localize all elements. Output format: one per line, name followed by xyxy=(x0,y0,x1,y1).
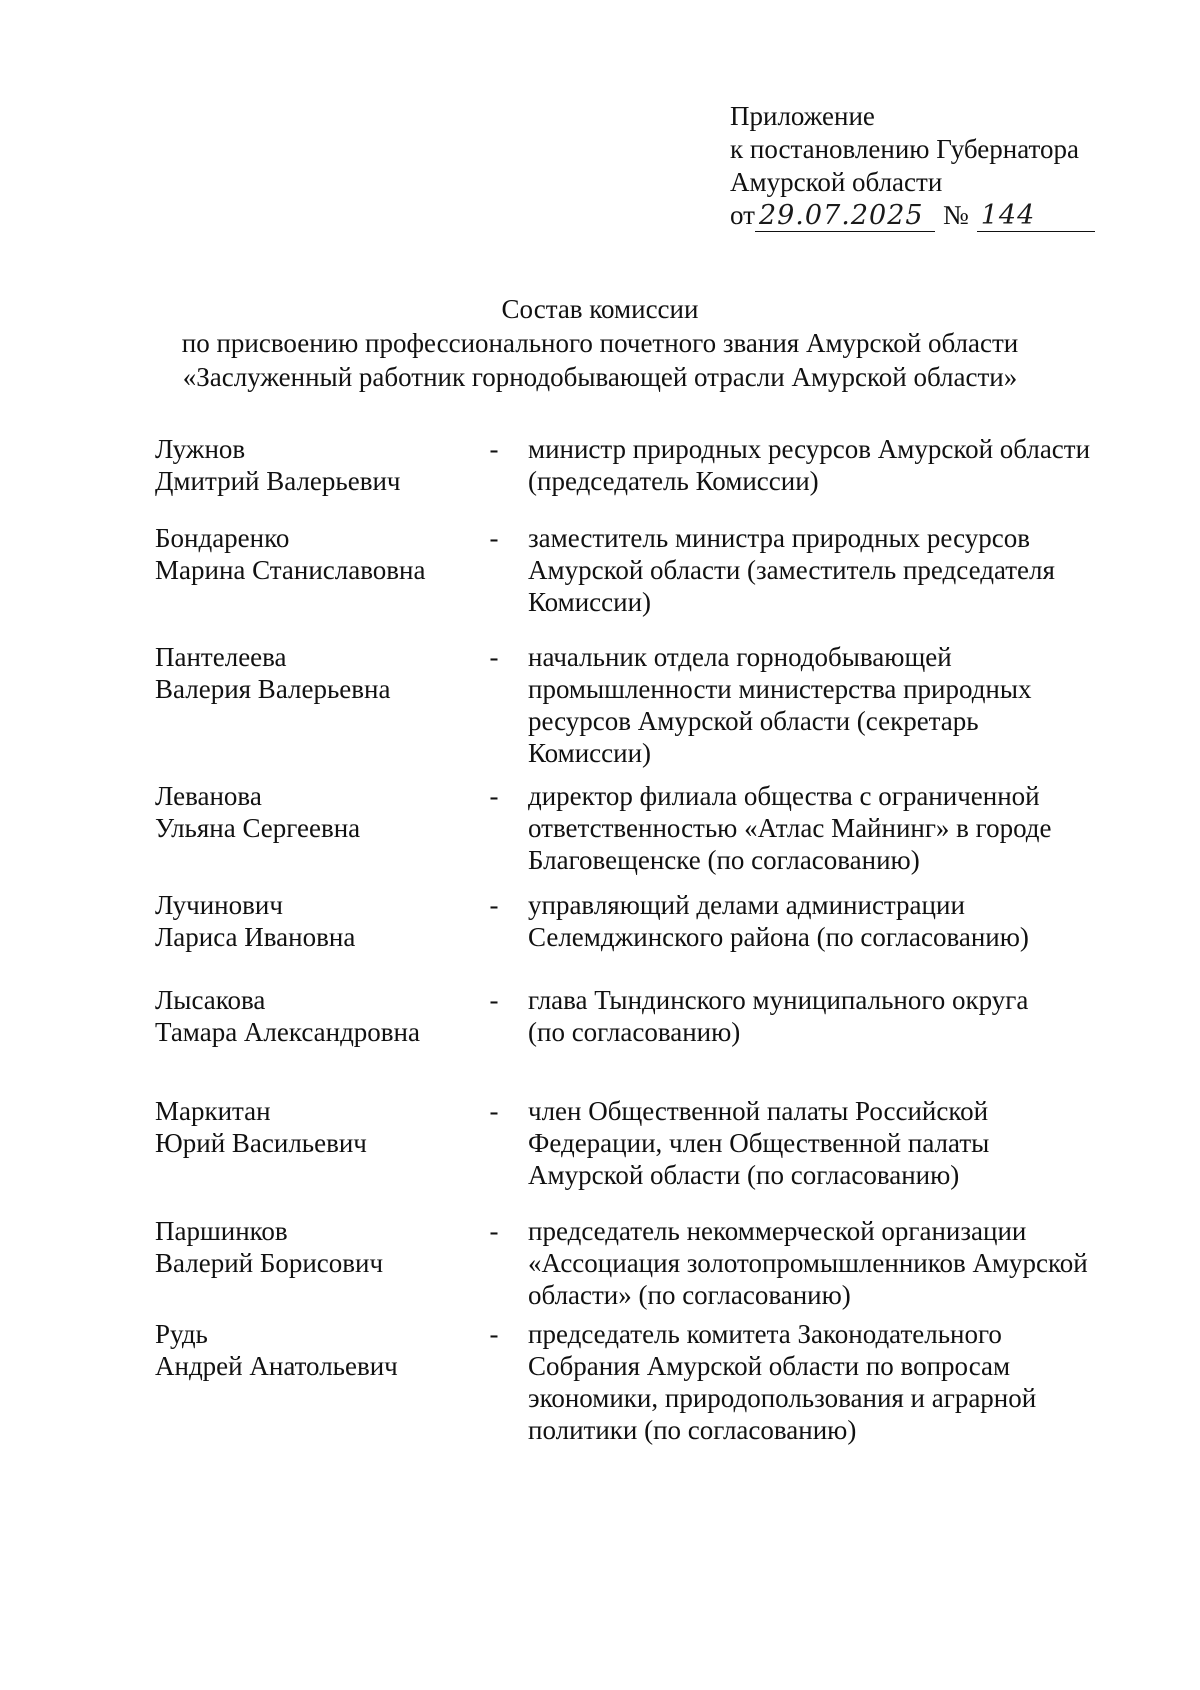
member-given-names: Валерия Валерьевна xyxy=(155,674,391,704)
member-position-line: Амурской области (по согласованию) xyxy=(528,1160,960,1190)
member-position-line: министр природных ресурсов Амурской области xyxy=(528,434,1091,464)
member-position-line: (по согласованию) xyxy=(528,1017,741,1047)
member-name xyxy=(155,780,485,844)
member-position-line: Благовещенске (по согласованию) xyxy=(528,845,920,875)
member-dash: - xyxy=(489,1096,499,1126)
member-position-line: заместитель министра природных ресурсов xyxy=(528,523,1030,553)
member-position-line: Амурской области (заместитель председателя xyxy=(528,555,1055,585)
handwritten-number: 144 xyxy=(977,201,1095,232)
member-given-names: Андрей Анатольевич xyxy=(155,1351,398,1381)
title-line-2: по присвоению профессионального почетного звания Амурской области xyxy=(181,328,1019,358)
member-name xyxy=(155,522,485,586)
member-surname: Лучинович xyxy=(155,890,283,920)
title-line-3: «Заслуженный работник горнодобывающей отрасли Амурской области» xyxy=(182,362,1018,392)
member-position-line: области» (по согласованию) xyxy=(528,1280,851,1310)
member-dash: - xyxy=(489,434,499,464)
member-position xyxy=(528,1318,1168,1446)
member-name xyxy=(155,984,485,1048)
member-surname: Леванова xyxy=(155,781,262,811)
member-name xyxy=(155,433,485,497)
member-given-names: Валерий Борисович xyxy=(155,1248,384,1278)
member-position-line: Федерации, член Общественной палаты xyxy=(528,1128,990,1158)
member-surname: Рудь xyxy=(155,1319,208,1349)
member-position-line: председатель комитета Законодательного xyxy=(528,1319,1002,1349)
member-surname: Лысакова xyxy=(155,985,266,1015)
member-position-line: «Ассоциация золотопромышленников Амурской xyxy=(528,1248,1088,1278)
member-position-line: член Общественной палаты Российской xyxy=(528,1096,989,1126)
member-name xyxy=(155,1095,485,1159)
member-position-line: ресурсов Амурской области (секретарь xyxy=(528,706,979,736)
member-position-line: председатель некоммерческой организации xyxy=(528,1216,1027,1246)
member-position-line: начальник отдела горнодобывающей xyxy=(528,642,952,672)
member-position-line: управляющий делами администрации xyxy=(528,890,965,920)
member-position-line: промышленности министерства природных xyxy=(528,674,1032,704)
member-surname: Лужнов xyxy=(155,434,246,464)
member-given-names: Дмитрий Валерьевич xyxy=(155,466,401,496)
member-position xyxy=(528,522,1168,618)
date-prefix: от xyxy=(730,200,755,230)
member-position-line: директор филиала общества с ограниченной xyxy=(528,781,1040,811)
member-dash: - xyxy=(489,1216,499,1246)
member-surname: Паршинков xyxy=(155,1216,288,1246)
member-position-line: Селемджинского района (по согласованию) xyxy=(528,922,1029,952)
member-given-names: Марина Станиславовна xyxy=(155,555,426,585)
member-position-line: Собрания Амурской области по вопросам xyxy=(528,1351,1011,1381)
member-position xyxy=(528,780,1168,876)
member-position-line: политики (по согласованию) xyxy=(528,1415,857,1445)
member-dash: - xyxy=(489,642,499,672)
member-name xyxy=(155,1215,485,1279)
member-given-names: Лариса Ивановна xyxy=(155,922,356,952)
member-dash: - xyxy=(489,890,499,920)
appendix-decree-ref: к постановлению Губернатора xyxy=(730,134,1079,164)
member-position xyxy=(528,1215,1168,1311)
member-dash: - xyxy=(489,1319,499,1349)
member-surname: Пантелеева xyxy=(155,642,287,672)
member-surname: Маркитан xyxy=(155,1096,271,1126)
member-position-line: Комиссии) xyxy=(528,587,652,617)
member-position xyxy=(528,984,1168,1048)
member-position xyxy=(528,1095,1168,1191)
member-dash: - xyxy=(489,523,499,553)
member-position-line: Комиссии) xyxy=(528,738,652,768)
member-position-line: экономики, природопользования и аграрной xyxy=(528,1383,1037,1413)
member-position xyxy=(528,433,1168,497)
member-position-line: (председатель Комиссии) xyxy=(528,466,819,496)
appendix-region: Амурской области xyxy=(730,167,943,197)
member-dash: - xyxy=(489,781,499,811)
member-position-line: глава Тындинского муниципального округа xyxy=(528,985,1029,1015)
member-given-names: Ульяна Сергеевна xyxy=(155,813,361,843)
member-name xyxy=(155,1318,485,1382)
number-sign: № xyxy=(942,200,969,230)
member-name xyxy=(155,889,485,953)
member-surname: Бондаренко xyxy=(155,523,290,553)
handwritten-date: 29.07.2025 xyxy=(755,201,935,232)
member-given-names: Юрий Васильевич xyxy=(155,1128,367,1158)
appendix-title: Приложение xyxy=(730,101,875,131)
member-dash: - xyxy=(489,985,499,1015)
member-name xyxy=(155,641,485,705)
member-position-line: ответственностью «Атлас Майнинг» в городе xyxy=(528,813,1052,843)
title-line-1: Состав комиссии xyxy=(501,294,699,324)
member-given-names: Тамара Александровна xyxy=(155,1017,420,1047)
member-position xyxy=(528,641,1168,769)
member-position xyxy=(528,889,1168,953)
